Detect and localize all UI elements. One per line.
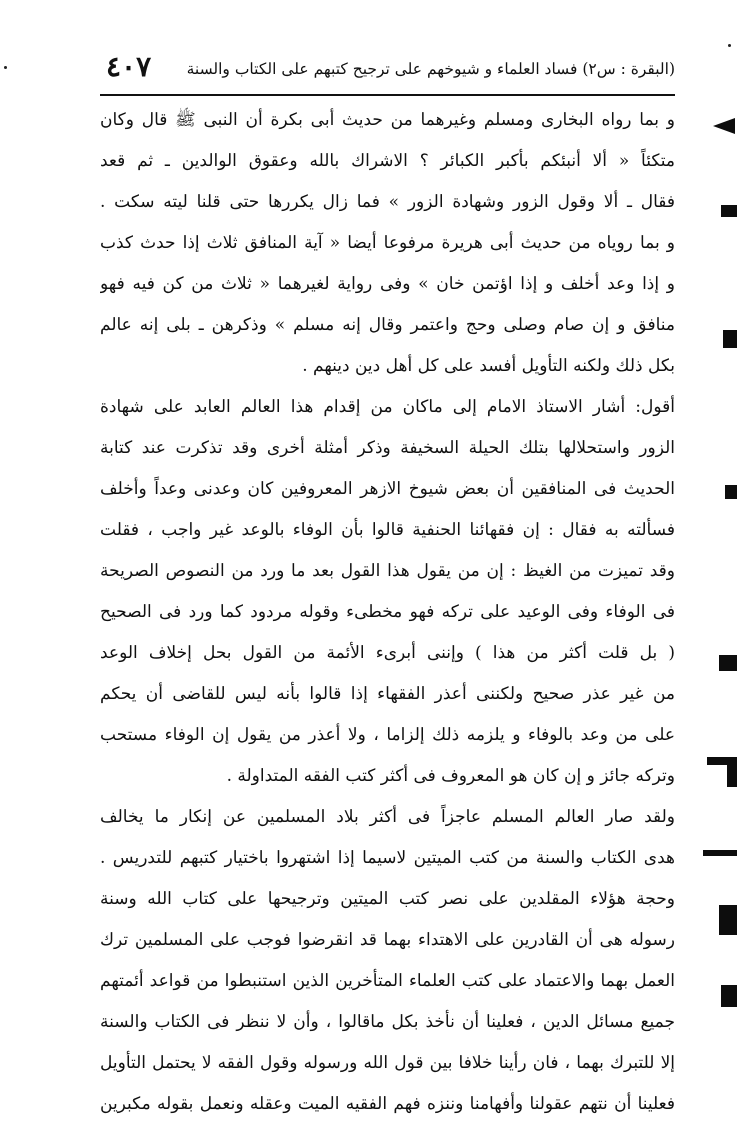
text-line: فعلينا أن نتهم عقولنا وأفهامنا وننزه فهم الفقيه الميت وعقله ونعمل بقوله مكبرين: [100, 1094, 675, 1114]
text-line: منافق و إن صام وصلى وحج واعتمر وقال إنه مسلم » وذكرهن ـ بلى إنه عالم: [100, 315, 675, 335]
text-line: متكئاً « ألا أنبئكم بأكبر الكبائر ؟ الاشراك بالله وعقوق الوالدين ـ ثم قعد: [100, 151, 675, 171]
scan-mark: [723, 330, 737, 348]
text-line: من غير عذر صحيح ولكننى أعذر الفقهاء إذا قالوا بأنه ليس للقاضى أن يحكم: [100, 684, 675, 704]
text-line: وحجة هؤلاء المقلدين على نصر كتب الميتين وترجيحها على كتاب الله وسنة: [100, 889, 675, 909]
scan-mark: [721, 205, 737, 217]
text-line: أقول: أشار الاستاذ الامام إلى ماكان من إقدام هذا العالم العابد على شهادة: [100, 397, 675, 417]
text-line: إلا للتبرك بهما ، فان رأينا خلافا بين قول الله ورسوله وقول الفقه لا يحتمل التأويل: [100, 1053, 675, 1073]
page-number: ٤٠٧: [106, 50, 152, 83]
text-line: وقد تميزت من الغيظ : إن من يقول هذا القول بعد ما ورد من النصوص الصريحة: [100, 561, 675, 581]
scan-speck: [4, 66, 7, 69]
text-line: و بما رواه البخارى ومسلم وغيرهما من حديث أبى بكرة أن النبى ﷺ قال وكان: [100, 110, 675, 130]
scan-speck: [728, 44, 731, 47]
header-rule: [100, 94, 675, 96]
text-line: رسوله هى أن القادرين على الاهتداء بهما قد انقرضوا فوجب على المسلمين ترك: [100, 930, 675, 950]
text-line: الحديث فى المنافقين أن بعض شيوخ الازهر المعروفين كان وعدنى وعداً وأخلف: [100, 479, 675, 499]
text-line: على من وعد بالوفاء و يلزمه ذلك إلزاما ، ولا أعذر من يقول إن الوفاء مستحب: [100, 725, 675, 745]
text-line: الزور واستحلالها بتلك الحيلة السخيفة وذكر أمثلة أخرى وقد تذكرت عند كتابة: [100, 438, 675, 458]
scan-edge-marks: [697, 0, 737, 1050]
text-line: وتركه جائز و إن كان هو المعروف فى أكثر كتب الفقه المتداولة .: [226, 766, 675, 786]
scan-mark: [721, 985, 737, 1007]
scan-mark: [725, 485, 737, 499]
scan-mark: [719, 655, 737, 671]
text-line: ( بل قلت أكثر من هذا ) وإننى أبرىء الأئمة من القول بحل إخلاف الوعد: [100, 643, 675, 663]
text-line: و بما روياه من حديث أبى هريرة مرفوعا أيضا « آية المنافق ثلاث إذا حدث كذب: [100, 233, 675, 253]
body-text: [100, 100, 675, 1125]
page-header: [100, 48, 675, 92]
scan-mark: [713, 118, 735, 134]
text-line: جميع مسائل الدين ، فعلينا أن نأخذ بكل ماقالوا ، وأن لا ننظر فى الكتاب والسنة: [100, 1012, 675, 1032]
text-line: و إذا وعد أخلف و إذا اؤتمن خان » وفى رواية لغيرهما « ثلاث من كن فيه فهو: [100, 274, 675, 294]
text-line: ولقد صار العالم المسلم عاجزاً فى أكثر بلاد المسلمين عن إنكار ما يخالف: [100, 807, 675, 827]
text-line: هدى الكتاب والسنة من كتب الميتين لاسيما إذا اشتهروا باختيار كتبهم للتدريس .: [100, 848, 675, 868]
scan-mark: [727, 765, 737, 787]
text-line: فسألته به فقال : إن فقهائنا الحنفية قالوا بأن الوفاء بالوعد غير واجب ، فقلت: [100, 520, 675, 540]
running-head: (البقرة : س٢) فساد العلماء و شيوخهم على ترجيح كتبهم على الكتاب والسنة: [186, 60, 675, 78]
text-line: فى الوفاء وفى الوعيد على تركه فهو مخطىء وقوله مردود كما ورد فى الصحيح: [100, 602, 675, 622]
scan-mark: [707, 757, 737, 765]
text-line: فقال ـ ألا وقول الزور وشهادة الزور » فما زال يكررها حتى قلنا ليته سكت .: [100, 192, 675, 212]
text-line: بكل ذلك ولكنه التأويل أفسد على كل أهل دين دينهم .: [302, 356, 675, 376]
text-line: العمل بهما والاعتماد على كتب العلماء المتأخرين الذين استنبطوا من قواعد أئمتهم: [100, 971, 675, 991]
scan-mark: [703, 850, 737, 856]
scan-mark: [719, 905, 737, 935]
